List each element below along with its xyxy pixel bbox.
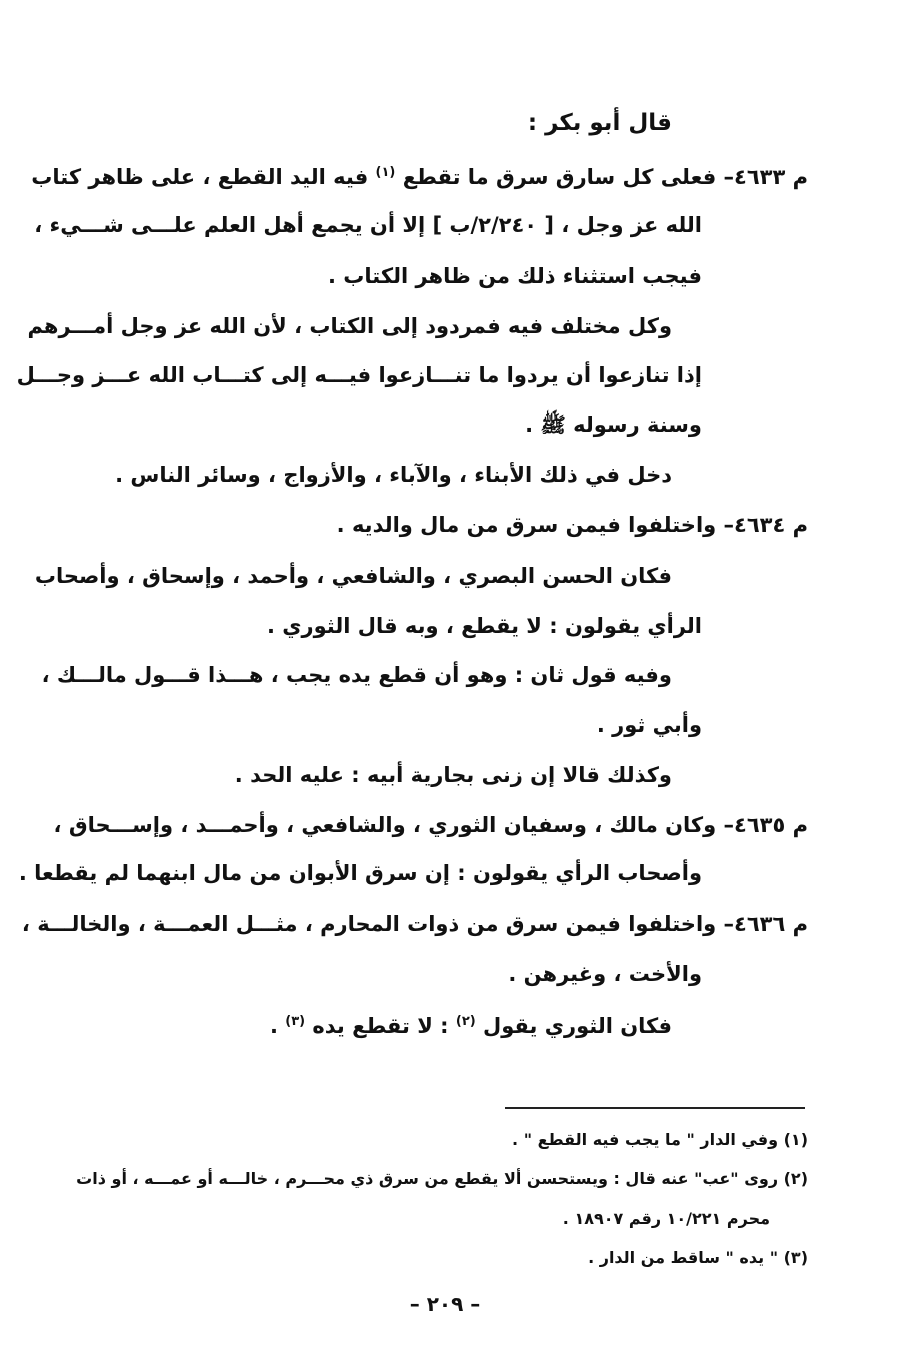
body-line: وكل مختلف فيه فمردود إلى الكتاب ، لأن الله عز وجل أمـــرهم xyxy=(27,314,672,338)
body-line: الله عز وجل ، [ ٢/٢٤٠/ب ] إلا أن يجمع أهل العلم علـــى شـــيء ، xyxy=(34,213,702,237)
page-number: – ٢٠٩ – xyxy=(409,1292,481,1316)
body-line xyxy=(270,1007,672,1041)
footnote-ref: (١) xyxy=(375,165,396,180)
footnote-text: محرم ١٠/٢٢١ رقم ١٨٩٠٧ . xyxy=(562,1209,770,1228)
body-line: م ٤٦٣٦– واختلفوا فيمن سرق من ذوات المحارم ، مثـــل العمـــة ، والخالـــة ، xyxy=(21,912,808,936)
line-text: فيه اليد القطع ، على ظاهر كتاب xyxy=(31,165,369,189)
footnote-number: (٣) xyxy=(783,1248,808,1267)
body-line: م ٤٦٣٥– وكان مالك ، وسفيان الثوري ، والشافعي ، وأحمـــد ، وإســـحاق ، xyxy=(53,813,808,837)
body-line: وأصحاب الرأي يقولون : إن سرق الأبوان من مال ابنهما لم يقطعا . xyxy=(18,861,702,885)
body-line xyxy=(31,158,808,192)
footnote xyxy=(76,1167,808,1191)
body-line: وكذلك قالا إن زنى بجارية أبيه : عليه الحد . xyxy=(234,763,672,787)
line-text: : لا تقطع يده xyxy=(312,1014,449,1038)
line-text: . xyxy=(269,1014,278,1038)
body-line: فكان الحسن البصري ، والشافعي ، وأحمد ، وإسحاق ، وأصحاب xyxy=(34,564,672,588)
footnote-text: روى "عب" عنه قال : ويستحسن ألا يقطع من سرق ذي محـــرم ، خالـــه أو عمـــه ، أو ذات xyxy=(76,1169,779,1188)
body-line: فيجب استثناء ذلك من ظاهر الكتاب . xyxy=(328,264,702,288)
line-text: م ٤٦٣٣– فعلى كل سارق سرق ما تقطع xyxy=(402,165,808,189)
footnote xyxy=(588,1246,808,1270)
footnote xyxy=(563,1207,770,1231)
footnote xyxy=(512,1128,808,1152)
footnote-number: (١) xyxy=(783,1130,808,1149)
body-line: الرأي يقولون : لا يقطع ، وبه قال الثوري . xyxy=(266,614,702,638)
body-line: دخل في ذلك الأبناء ، والآباء ، والأزواج ، وسائر الناس . xyxy=(115,463,672,487)
body-line: وأبي ثور . xyxy=(596,713,702,737)
footnote-text: وفي الدار " ما يجب فيه القطع " . xyxy=(512,1130,779,1149)
body-line: م ٤٦٣٤– واختلفوا فيمن سرق من مال والديه . xyxy=(336,513,808,537)
footnote-divider xyxy=(505,1107,805,1109)
body-line: وسنة رسوله ﷺ . xyxy=(525,413,702,437)
line-text: فكان الثوري يقول xyxy=(483,1014,672,1038)
body-line: والأخت ، وغيرهن . xyxy=(508,962,702,986)
footnote-text: " يده " ساقط من الدار . xyxy=(588,1248,779,1267)
body-line: إذا تنازعوا أن يردوا ما تنـــازعوا فيـــه إلى كتـــاب الله عـــز وجـــل xyxy=(16,363,702,387)
footnote-number: (٢) xyxy=(783,1169,808,1188)
section-heading: قال أبو بكر : xyxy=(527,110,672,136)
footnote-ref: (٢) xyxy=(455,1014,476,1029)
footnote-ref: (٣) xyxy=(285,1014,306,1029)
body-line: وفيه قول ثان : وهو أن قطع يده يجب ، هـــذا قـــول مالـــك ، xyxy=(41,663,672,687)
